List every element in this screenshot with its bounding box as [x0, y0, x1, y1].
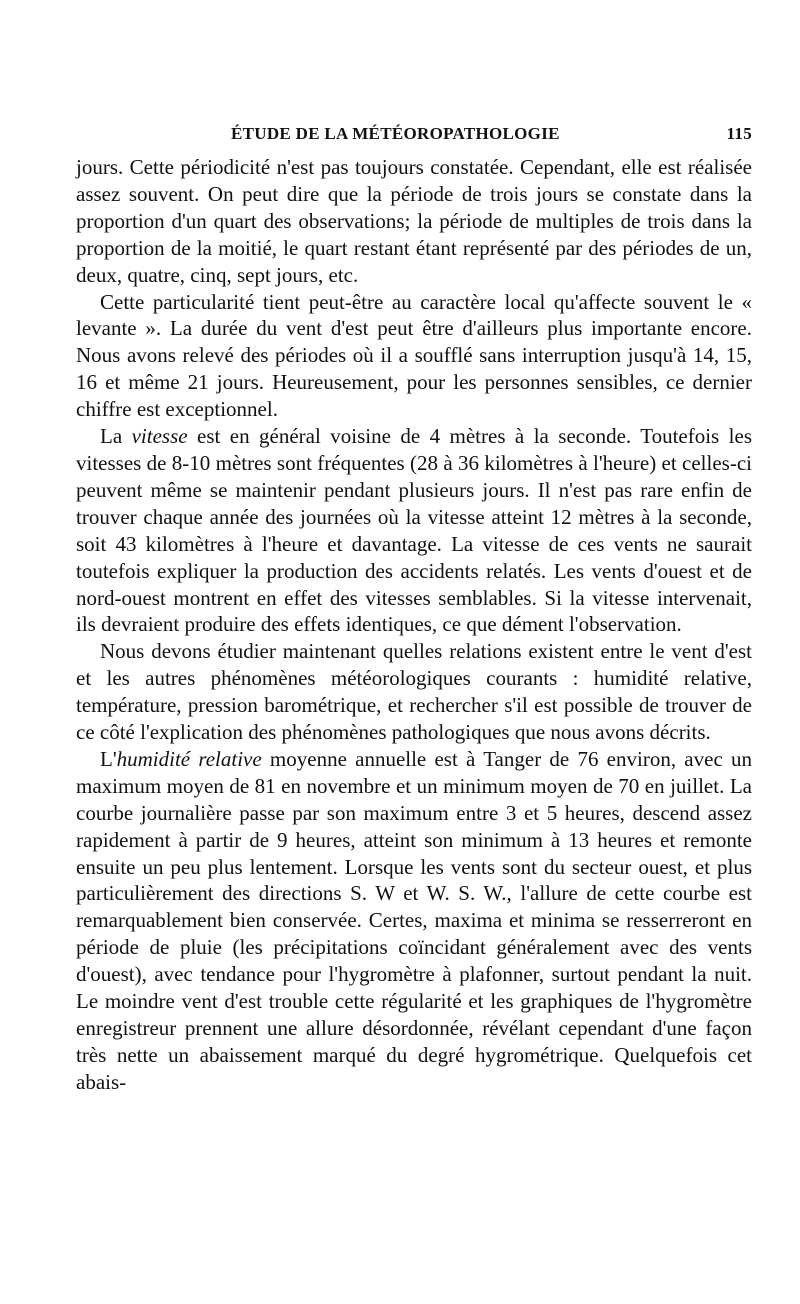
running-head: [76, 118, 752, 154]
italic-term-humidite-relative: humidité relative: [116, 746, 262, 771]
paragraph-rest: est en général voisine de 4 mètres à la seconde. Toutefois les vitesses de 8-10 mètres sont fréquentes (28 à 36 kilomètres à l'heure) et celles-ci peuvent même se maintenir pendant plusieurs jours. Il n'est pas rare enfin de trouver chaque année des journées où la vitesse atteint 12 mètres à la seconde, soit 43 kilomètres à l'heure et davantage. La vitesse de ces vents ne saurait toutefois expliquer la production des accidents relatés. Les vents d'ouest et de nord-ouest montrent en effet des vitesses semblables. Si la vitesse intervenait, ils devraient produire des effets identiques, ce que dément l'observation.: [76, 424, 752, 637]
paragraph-lead: La: [100, 424, 132, 449]
paragraph-local-character: Cette particularité tient peut-être au caractère local qu'affecte souvent le « levante ». La durée du vent d'est peut être d'ailleurs plus importante encore. Nous avons relevé des périodes où il a soufflé sans interruption jusqu'à 14, 15, 16 et même 21 jours. Heureusement, pour les personnes sensibles, ce dernier chiffre est exceptionnel.: [76, 289, 752, 422]
paragraph-relative-humidity: [76, 746, 752, 1096]
page-number: 115: [726, 124, 752, 143]
italic-term-vitesse: vitesse: [131, 424, 188, 449]
paragraph-wind-speed: [76, 423, 752, 638]
paragraph-continuation: jours. Cette périodicité n'est pas toujours constatée. Cependant, elle est réalisée assez souvent. On peut dire que la période de trois jours se constate dans la proportion d'un quart des observations; la période de multiples de trois dans la proportion de la moitié, le quart restant étant représenté par des périodes de un, deux, quatre, cinq, sept jours, etc.: [76, 155, 752, 287]
running-title: ÉTUDE DE LA MÉTÉOROPATHOLOGIE: [231, 124, 560, 143]
paragraph-rest: moyenne annuelle est à Tanger de 76 environ, avec un maximum moyen de 81 en novembre et un minimum moyen de 70 en juillet. La courbe journalière passe par son maximum entre 3 et 5 heures, descend assez rapidement à partir de 9 heures, atteint son minimum à 13 heures et remonte ensuite un peu plus lentement. Lorsque les vents sont du secteur ouest, et plus particulièrement des directions S. W et W. S. W., l'allure de cette courbe est remarquablement bien conservée. Certes, maxima et minima se resserreront en période de pluie (les précipitations coïncidant généralement avec des vents d'ouest), avec tendance pour l'hygromètre à plafonner, surtout pendant la nuit. Le moindre vent d'est trouble cette régularité et les graphiques de l'hygromètre enregistreur prennent une allure désordonnée, révélant cependant d'une façon très nette un abaissement marqué du degré hygrométrique. Quelquefois cet abais-: [76, 746, 752, 1094]
paragraph-relations: Nous devons étudier maintenant quelles relations existent entre le vent d'est et les autres phénomènes météorologiques courants : humidité relative, température, pression barométrique, et rechercher s'il est possible de trouver de ce côté l'explication des phénomènes pathologiques que nous avons décrits.: [76, 639, 752, 745]
book-page: [76, 118, 752, 1096]
body-text: [76, 154, 752, 1096]
paragraph-lead: L': [100, 746, 117, 771]
